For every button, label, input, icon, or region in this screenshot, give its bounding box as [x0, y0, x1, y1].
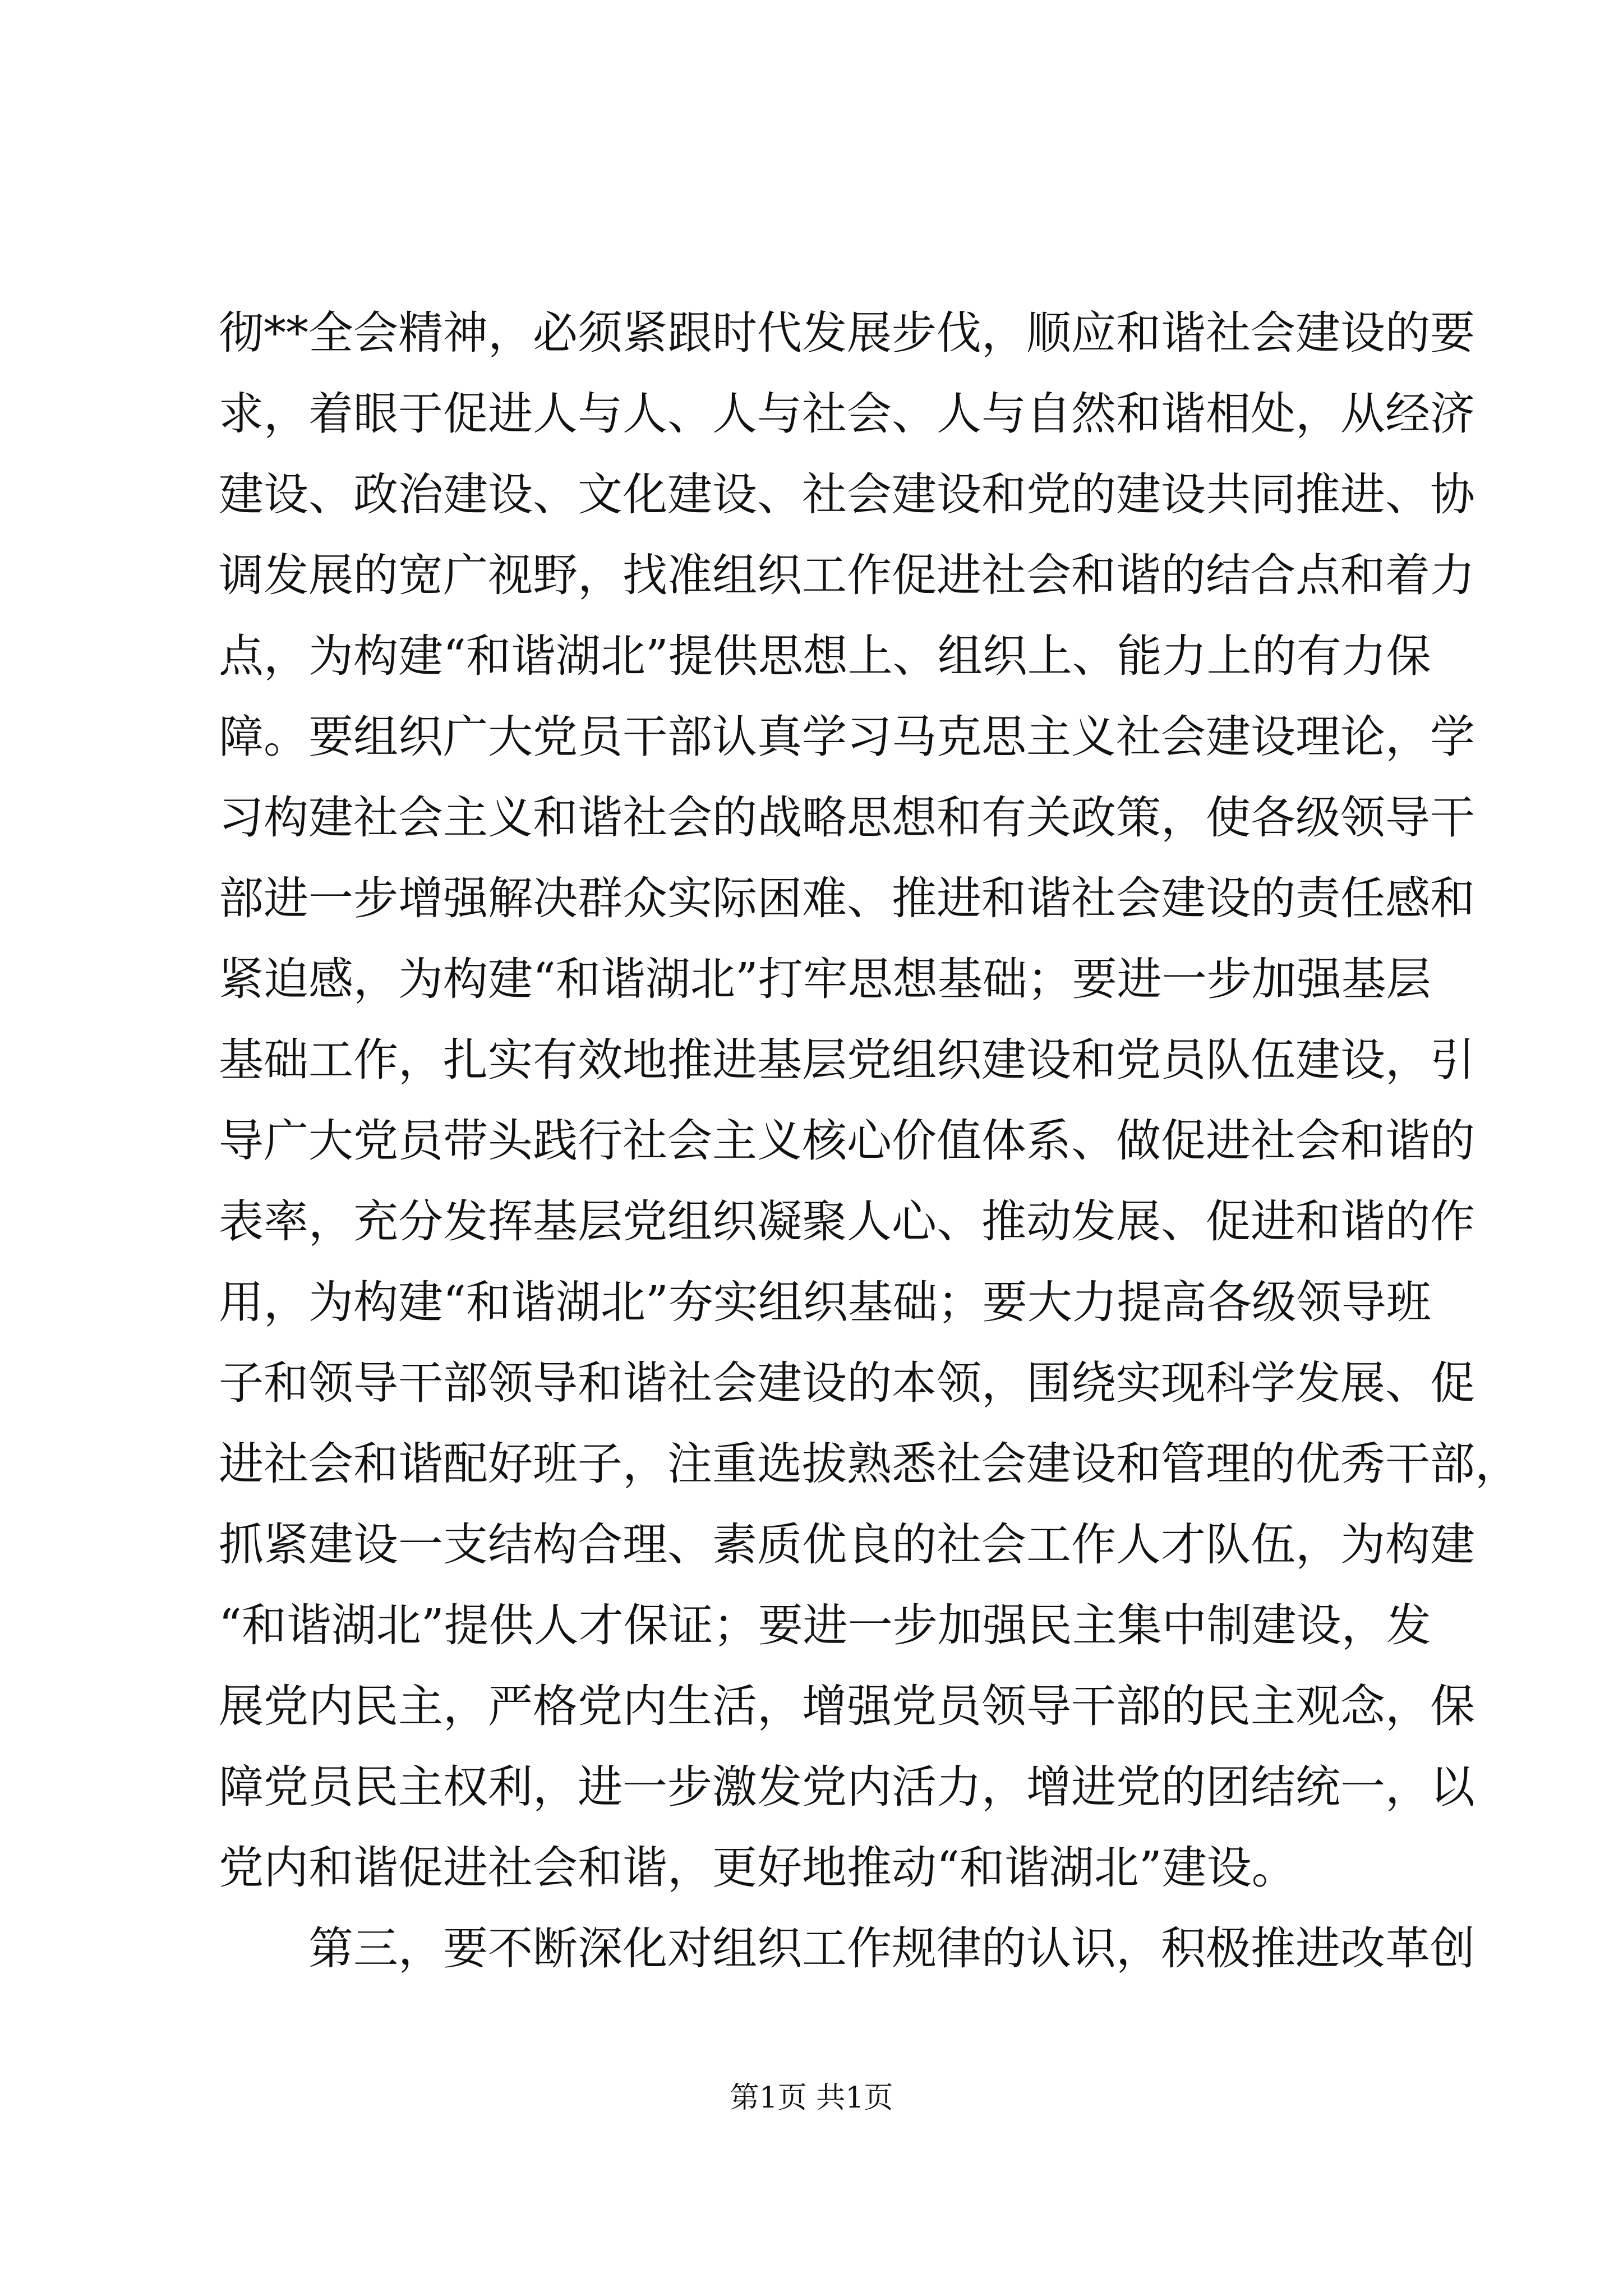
text-line: 部进一步增强解决群众实际困难、推进和谐社会建设的责任感和 — [219, 872, 1475, 924]
text-line: “和谐湖北”提供人才保证；要进一步加强民主集中制建设，发 — [219, 1599, 1431, 1651]
text-line: 求，着眼于促进人与人、人与社会、人与自然和谐相处，从经济 — [219, 388, 1475, 440]
text-line: 障。要组织广大党员干部认真学习马克思主义社会建设理论，学 — [219, 711, 1475, 763]
text-line: 调发展的宽广视野，找准组织工作促进社会和谐的结合点和着力 — [219, 549, 1475, 601]
text-line: 展党内民主，严格党内生活，增强党员领导干部的民主观念，保 — [219, 1680, 1475, 1732]
page-footer: 第1页 共1页 — [730, 2081, 893, 2115]
text-line: 习构建社会主义和谐社会的战略思想和有关政策，使各级领导干 — [219, 792, 1475, 844]
text-line: 基础工作，扎实有效地推进基层党组织建设和党员队伍建设，引 — [219, 1034, 1475, 1086]
text-line: 点，为构建“和谐湖北”提供思想上、组织上、能力上的有力保 — [219, 630, 1431, 682]
text-line: 导广大党员带头践行社会主义核心价值体系、做促进社会和谐的 — [219, 1115, 1475, 1167]
text-line: 党内和谐促进社会和谐，更好地推动“和谐湖北”建设。 — [219, 1842, 1297, 1894]
text-line: 子和领导干部领导和谐社会建设的本领，围绕实现科学发展、促 — [219, 1357, 1475, 1409]
text-line: 用，为构建“和谐湖北”夯实组织基础；要大力提高各级领导班 — [219, 1276, 1431, 1328]
text-line: 表率，充分发挥基层党组织凝聚人心、推动发展、促进和谐的作 — [219, 1195, 1475, 1248]
text-line: 障党员民主权利，进一步激发党内活力，增进党的团结统一，以 — [219, 1761, 1475, 1813]
text-line: 建设、政治建设、文化建设、社会建设和党的建设共同推进、协 — [219, 468, 1475, 521]
text-line: 紧迫感，为构建“和谐湖北”打牢思想基础；要进一步加强基层 — [219, 953, 1431, 1005]
paragraph-first-line: 第三，要不断深化对组织工作规律的认识，积极推进改革创 — [308, 1922, 1475, 1975]
body-text — [219, 293, 1520, 1989]
text-line: 进社会和谐配好班子，注重选拔熟悉社会建设和管理的优秀干部， — [219, 1438, 1520, 1490]
text-line: 抓紧建设一支结构合理、素质优良的社会工作人才队伍，为构建 — [219, 1519, 1475, 1571]
text-line: 彻**全会精神，必须紧跟时代发展步伐，顺应和谐社会建设的要 — [219, 307, 1475, 359]
